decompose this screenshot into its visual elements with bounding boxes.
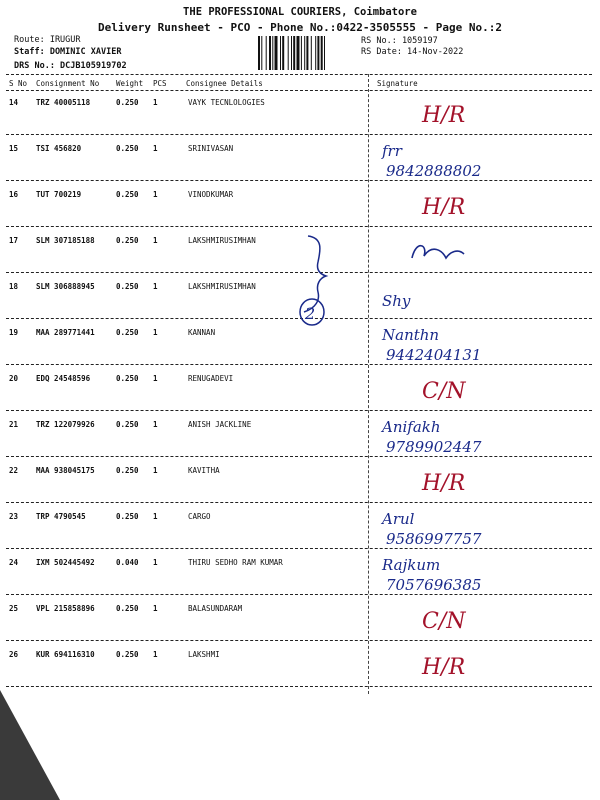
- col-header-weight: Weight: [116, 79, 144, 88]
- row-consignment-no: TSI 456820: [36, 144, 82, 153]
- brace-annotation: [290, 232, 350, 332]
- row-weight: 0.250: [116, 604, 139, 613]
- row-sno: 19: [9, 328, 19, 337]
- row-consignee: LAKSHMI: [188, 650, 220, 659]
- signature-mark: Rajkum: [382, 556, 441, 574]
- row-sno: 25: [9, 604, 19, 613]
- row-weight: 0.250: [116, 466, 139, 475]
- row-weight: 0.040: [116, 558, 139, 567]
- row-sno: 18: [9, 282, 19, 291]
- row-pcs: 1: [153, 282, 158, 291]
- row-signature: [372, 460, 592, 508]
- row-consignment-no: TRP 4790545: [36, 512, 86, 521]
- col-header-sno: S No: [9, 79, 28, 88]
- row-pcs: 1: [153, 374, 158, 383]
- row-signature: [372, 414, 592, 462]
- signature-mark: Nanthn: [382, 326, 440, 344]
- col-header-signature: Signature: [377, 79, 418, 88]
- row-consignee: CARGO: [188, 512, 211, 521]
- signature-scribble: [412, 246, 464, 258]
- row-pcs: 1: [153, 512, 158, 521]
- signature-mark: C/N: [422, 609, 466, 634]
- row-consignee: SRINIVASAN: [188, 144, 234, 153]
- row-signature: [372, 276, 592, 324]
- row-sno: 14: [9, 98, 19, 107]
- signature-mark: H/R: [422, 471, 466, 496]
- row-signature: [372, 552, 592, 600]
- row-weight: 0.250: [116, 144, 139, 153]
- barcode-bar: [288, 36, 289, 70]
- col-header-consignee: Consignee Details: [186, 79, 263, 88]
- row-sno: 20: [9, 374, 19, 383]
- row-consignee: RENUGADEVI: [188, 374, 234, 383]
- row-sno: 23: [9, 512, 19, 521]
- signature-phone: 9586997757: [386, 530, 482, 548]
- row-sno: 21: [9, 420, 19, 429]
- row-consignee: BALASUNDARAM: [188, 604, 243, 613]
- row-sno: 17: [9, 236, 19, 245]
- row-weight: 0.250: [116, 236, 139, 245]
- barcode-bar: [311, 36, 312, 70]
- row-pcs: 1: [153, 328, 158, 337]
- barcode-bar: [266, 36, 267, 70]
- row-signature: [372, 92, 592, 140]
- row-signature: [372, 368, 592, 416]
- row-consignment-no: SLM 307185188: [36, 236, 95, 245]
- row-sno: 24: [9, 558, 19, 567]
- barcode-bar: [258, 36, 260, 70]
- row-weight: 0.250: [116, 420, 139, 429]
- barcode-bar: [317, 36, 319, 70]
- barcode-bar: [293, 36, 295, 70]
- row-consignment-no: TRZ 40005118: [36, 98, 91, 107]
- row-consignment-no: IXM 502445492: [36, 558, 95, 567]
- barcode-bar: [280, 36, 281, 70]
- page-fold-corner: [0, 690, 60, 800]
- row-sno: 26: [9, 650, 19, 659]
- runsheet-title: Delivery Runsheet - PCO - Phone No.:0422-3505555 - Page No.:2: [98, 21, 502, 34]
- table-header-border: [6, 90, 592, 91]
- barcode-bar: [269, 36, 271, 70]
- row-weight: 0.250: [116, 374, 139, 383]
- col-header-consignment: Consignment No: [36, 79, 100, 88]
- signature-mark: Arul: [382, 510, 415, 528]
- row-signature: [372, 184, 592, 232]
- row-consignee: LAKSHMIRUSIMHAN: [188, 282, 256, 291]
- barcode-bar: [282, 36, 284, 70]
- signature-mark: H/R: [422, 103, 466, 128]
- barcode-bar: [315, 36, 316, 70]
- barcode-bar: [272, 36, 273, 70]
- staff-label: Staff: DOMINIC XAVIER: [14, 47, 122, 57]
- row-sno: 16: [9, 190, 19, 199]
- row-consignment-no: MAA 289771441: [36, 328, 95, 337]
- row-consignee: KAVITHA: [188, 466, 220, 475]
- row-consignment-no: VPL 215858896: [36, 604, 95, 613]
- row-consignment-no: TRZ 122079926: [36, 420, 95, 429]
- barcode-image: [258, 36, 354, 70]
- row-consignment-no: KUR 694116310: [36, 650, 95, 659]
- signature-mark: Shy: [382, 292, 411, 310]
- row-weight: 0.250: [116, 512, 139, 521]
- barcode-bar: [306, 36, 308, 70]
- row-pcs: 1: [153, 558, 158, 567]
- row-signature: [372, 644, 592, 692]
- table-top-border: [6, 74, 592, 75]
- row-pcs: 1: [153, 420, 158, 429]
- signature-column-divider: [368, 74, 369, 694]
- row-consignee: LAKSHMIRUSIMHAN: [188, 236, 256, 245]
- barcode-bar: [261, 36, 262, 70]
- barcode-bar: [324, 36, 325, 70]
- row-weight: 0.250: [116, 328, 139, 337]
- signature-mark: C/N: [422, 379, 466, 404]
- row-consignment-no: MAA 938045175: [36, 466, 95, 475]
- row-consignment-no: SLM 306888945: [36, 282, 95, 291]
- row-pcs: 1: [153, 650, 158, 659]
- drs-number: DRS No.: DCJB105919702: [14, 61, 127, 71]
- row-pcs: 1: [153, 144, 158, 153]
- barcode-bar: [297, 36, 300, 70]
- row-consignee: VAYK TECNLOLOGIES: [188, 98, 265, 107]
- row-weight: 0.250: [116, 282, 139, 291]
- company-title: THE PROFESSIONAL COURIERS, Coimbatore: [183, 6, 417, 18]
- route-label: Route: IRUGUR: [14, 35, 81, 45]
- rs-number: RS No.: 1059197: [361, 36, 438, 46]
- barcode-bar: [291, 36, 292, 70]
- rs-date: RS Date: 14-Nov-2022: [361, 47, 464, 57]
- row-consignee: KANNAN: [188, 328, 216, 337]
- row-consignee: VINODKUMAR: [188, 190, 234, 199]
- signature-phone: 9789902447: [386, 438, 482, 456]
- barcode-bar: [275, 36, 278, 70]
- row-consignee: THIRU SEDHO RAM KUMAR: [188, 558, 283, 567]
- row-weight: 0.250: [116, 98, 139, 107]
- row-pcs: 1: [153, 98, 158, 107]
- signature-phone: 9442404131: [386, 346, 482, 364]
- row-consignment-no: EDQ 24548596: [36, 374, 91, 383]
- row-weight: 0.250: [116, 650, 139, 659]
- row-signature: [372, 322, 592, 370]
- signature-mark: Anifakh: [382, 418, 441, 436]
- row-consignment-no: TUT 700219: [36, 190, 82, 199]
- row-signature: [372, 506, 592, 554]
- row-pcs: 1: [153, 466, 158, 475]
- circled-number: 2: [305, 304, 316, 323]
- row-sno: 22: [9, 466, 19, 475]
- barcode-bar: [304, 36, 305, 70]
- signature-mark: H/R: [422, 195, 466, 220]
- row-signature: [372, 138, 592, 186]
- signature-mark: frr: [382, 142, 402, 160]
- row-signature: [372, 230, 592, 278]
- signature-phone: 7057696385: [386, 576, 482, 594]
- col-header-pcs: PCS: [153, 79, 167, 88]
- row-consignee: ANISH JACKLINE: [188, 420, 252, 429]
- row-pcs: 1: [153, 604, 158, 613]
- signature-phone: 9842888802: [386, 162, 482, 180]
- row-pcs: 1: [153, 190, 158, 199]
- signature-mark: H/R: [422, 655, 466, 680]
- barcode-bar: [321, 36, 323, 70]
- row-pcs: 1: [153, 236, 158, 245]
- row-weight: 0.250: [116, 190, 139, 199]
- row-signature: [372, 598, 592, 646]
- row-sno: 15: [9, 144, 19, 153]
- barcode-bar: [301, 36, 302, 70]
